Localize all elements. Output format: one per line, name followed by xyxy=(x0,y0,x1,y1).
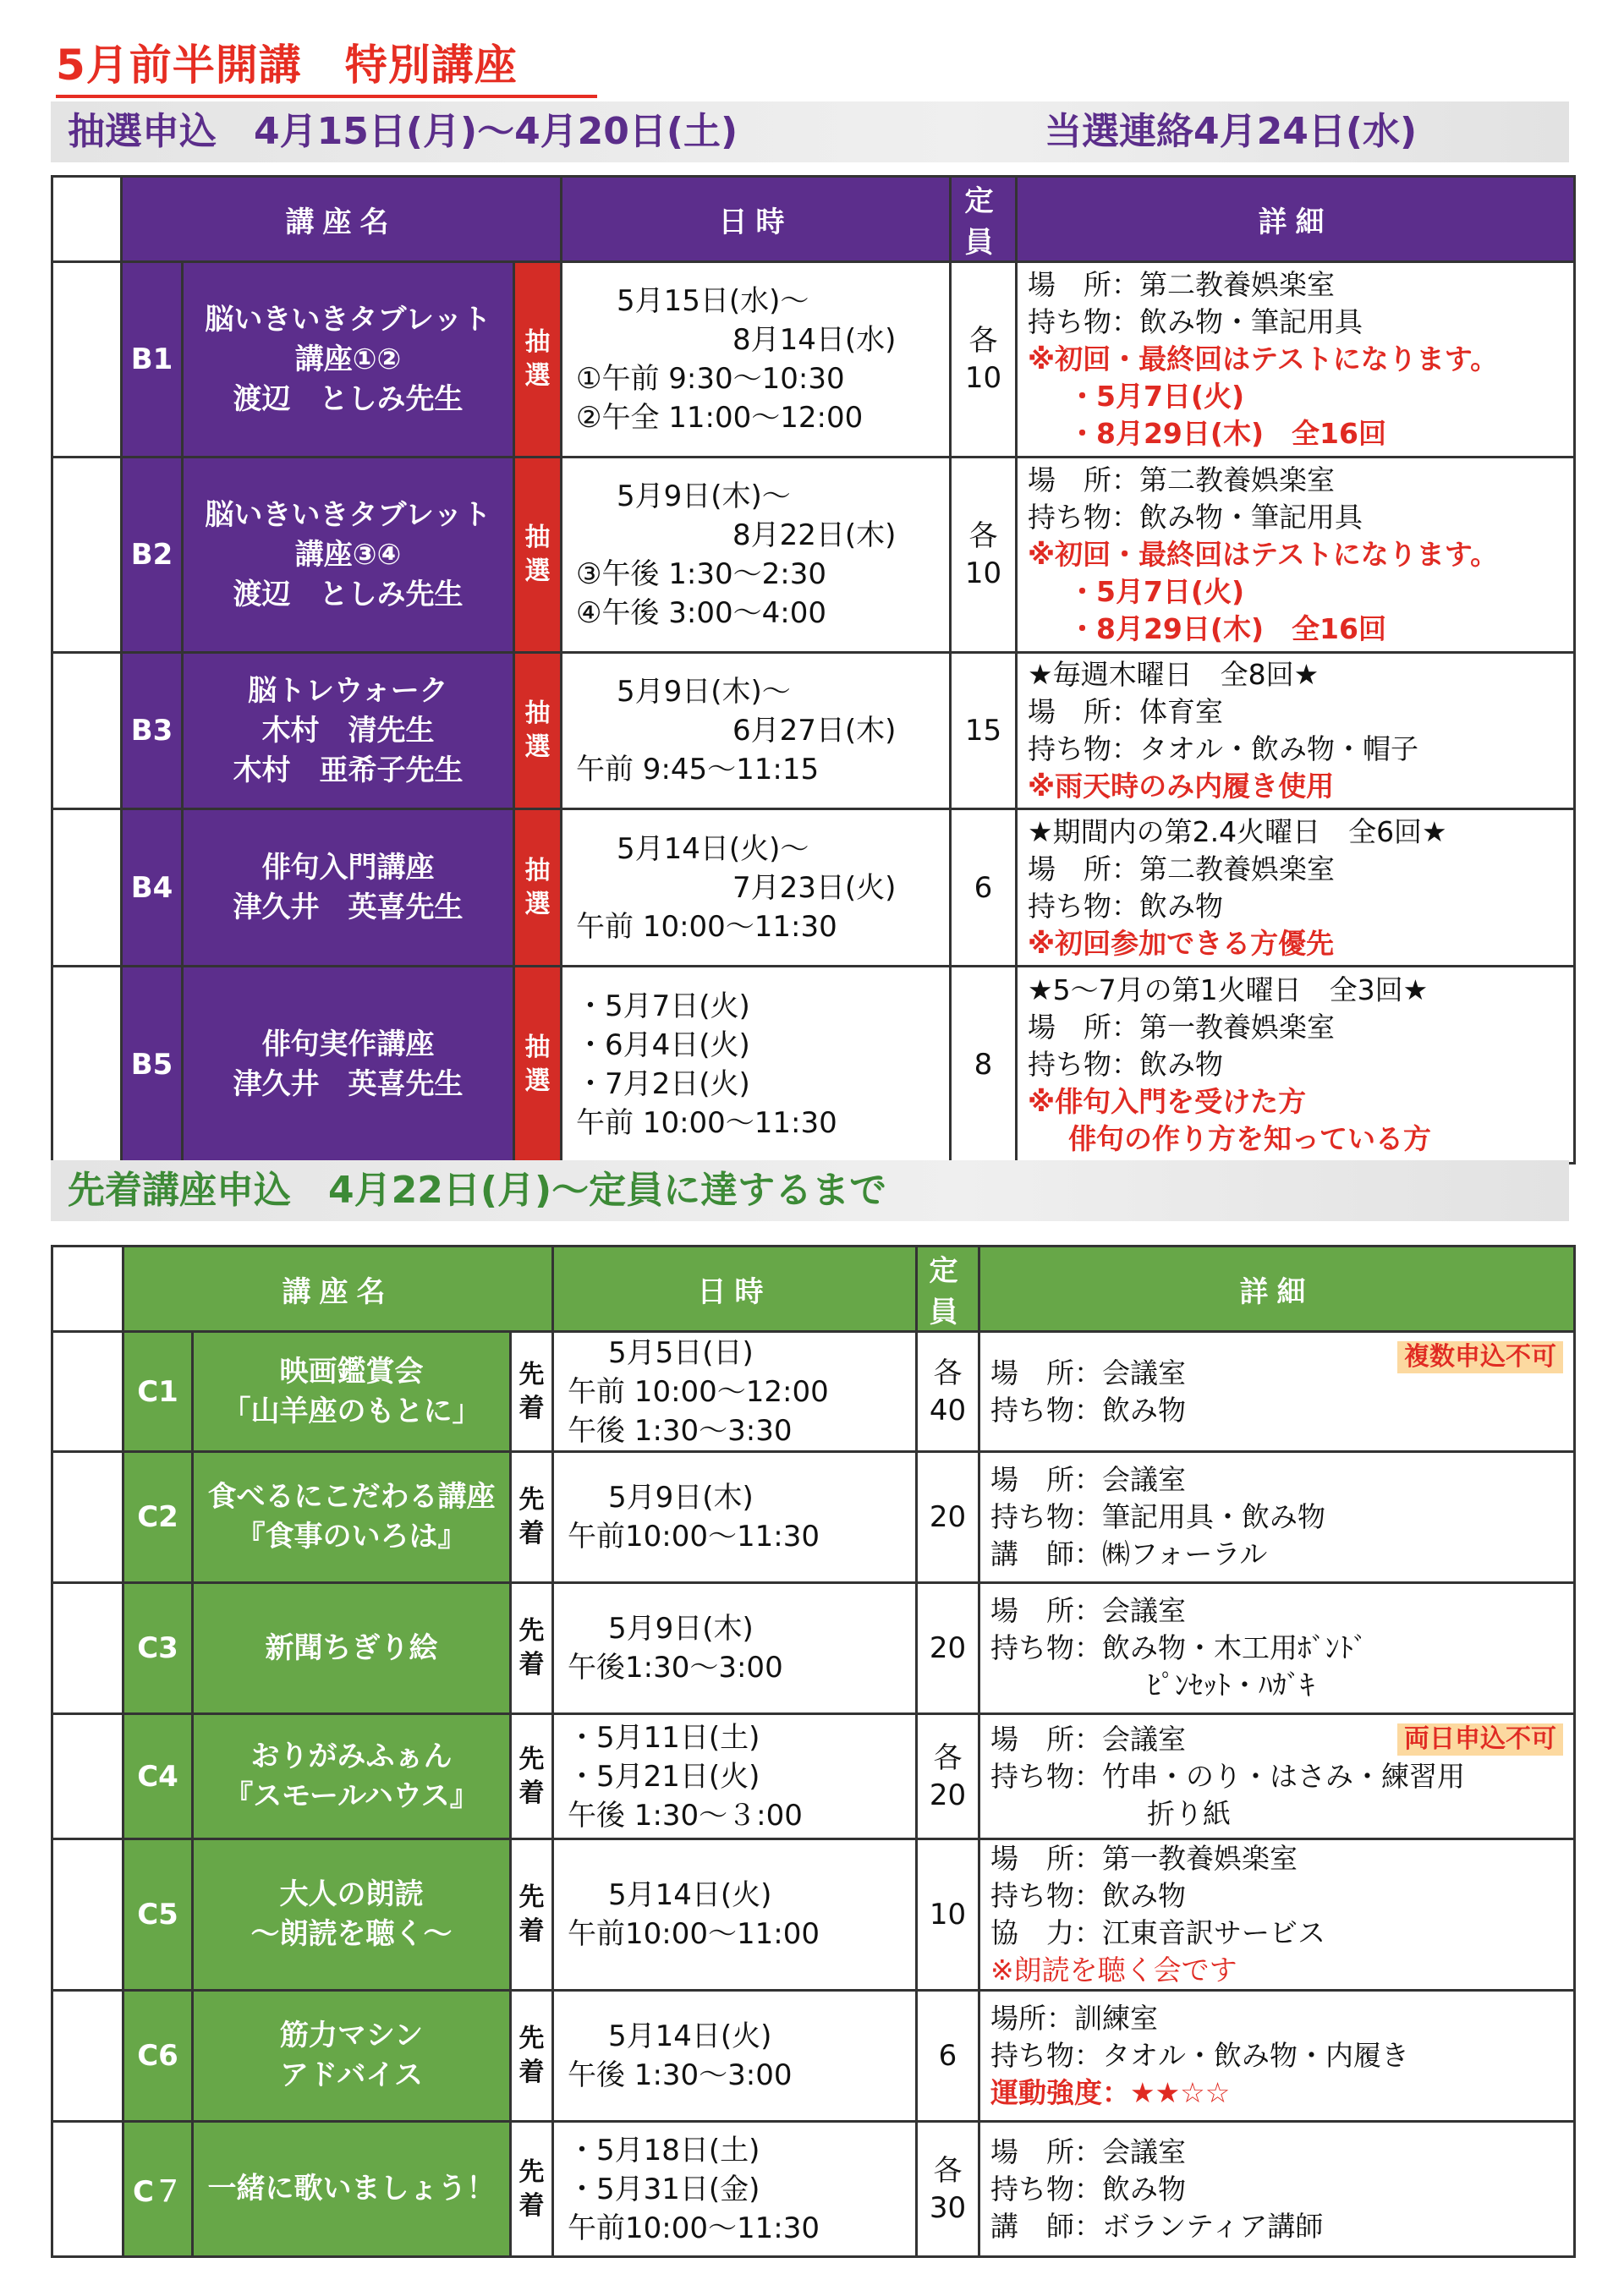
selection-type xyxy=(511,1452,553,1583)
detail-line: 持ち物：竹串・のり・はさみ・練習用 xyxy=(990,1759,1465,1793)
datetime-line: 5月9日(木) xyxy=(608,1612,754,1646)
table-row xyxy=(52,809,1575,967)
course-name xyxy=(193,1452,511,1583)
course-name-line: 『食事のいろは』 xyxy=(236,1520,467,1553)
course-code: C6 xyxy=(123,1991,193,2122)
course-name xyxy=(193,1991,511,2122)
name-header: 講座名 xyxy=(122,177,562,262)
datetime-line: ②午全 11:00～12:00 xyxy=(576,401,864,435)
datetime-line: 5月9日(木)～ xyxy=(617,675,791,709)
course-code: C5 xyxy=(123,1839,193,1991)
capacity-line: 各 xyxy=(968,519,998,553)
capacity-line: 30 xyxy=(929,2190,967,2225)
checkbox-cell[interactable] xyxy=(52,2122,123,2257)
checkbox-cell[interactable] xyxy=(52,967,122,1164)
course-code: C3 xyxy=(123,1583,193,1714)
selection-type xyxy=(511,1583,553,1714)
datetime-line: 午前10:00～11:30 xyxy=(568,1520,820,1553)
note-line: 運動強度：★★☆☆ xyxy=(990,2076,1231,2109)
detail-line: 持ち物：飲み物 xyxy=(990,1393,1186,1427)
course-code: C1 xyxy=(123,1332,193,1452)
detail-line: 場 所：会議室 xyxy=(990,1463,1186,1496)
page-title: 5月前半開講 特別講座 xyxy=(56,36,597,98)
selection-type-char: 選 xyxy=(524,1066,551,1096)
course-name-line: 木村 亜希子先生 xyxy=(233,753,464,787)
capacity-line: 各 xyxy=(933,1740,963,1775)
selection-type-char: 抽 xyxy=(524,699,551,728)
detail-line: 場 所：第二教養娯楽室 xyxy=(1028,463,1335,496)
course-name-line: 渡辺 としみ先生 xyxy=(233,381,464,416)
checkbox-cell[interactable] xyxy=(52,1332,123,1452)
datetime-line: 午前 10:00～11:30 xyxy=(576,909,837,944)
checkbox-cell[interactable] xyxy=(52,1991,123,2122)
note-line: 俳句の作り方を知っている方 xyxy=(1068,1122,1431,1155)
selection-type-char: 先 xyxy=(518,2024,545,2053)
capacity-header: 定員 xyxy=(951,177,1017,262)
course-name-line: 俳句入門講座 xyxy=(261,850,435,885)
lottery-course-table xyxy=(51,175,1576,1164)
datetime-line: ①午前 9:30～10:30 xyxy=(576,362,845,396)
course-name xyxy=(183,458,514,653)
capacity-line: 10 xyxy=(964,361,1002,395)
detail-line: 場所：訓練室 xyxy=(990,2002,1158,2035)
selection-type xyxy=(514,262,562,458)
course-capacity xyxy=(951,809,1017,967)
course-name-line: 新聞ちぎり絵 xyxy=(265,1630,438,1665)
capacity-line: 20 xyxy=(929,1631,967,1665)
selection-type xyxy=(514,967,562,1164)
course-datetime xyxy=(562,262,951,458)
course-name xyxy=(183,653,514,809)
table-row xyxy=(52,1839,1575,1991)
detail-line: 場 所：体育室 xyxy=(1028,695,1223,728)
selection-type-char: 着 xyxy=(518,1650,545,1680)
datetime-line: ・5月18日(土) xyxy=(568,2133,760,2167)
selection-type-char: 選 xyxy=(524,732,551,762)
detail-line: ★5～7月の第1火曜日 全3回★ xyxy=(1028,973,1429,1006)
note-line: ※朗読を聴く会です xyxy=(990,1954,1237,1986)
selection-type-char: 抽 xyxy=(524,327,551,357)
note-line: ※初回参加できる方優先 xyxy=(1028,926,1335,960)
course-detail xyxy=(1017,967,1575,1164)
table-row xyxy=(52,1332,1575,1452)
detail-line: ﾋﾟﾝｾｯﾄ・ﾊｶﾞｷ xyxy=(1147,1669,1314,1701)
datetime-line: 午後 1:30～3:00 xyxy=(568,2058,793,2092)
course-name xyxy=(193,1583,511,1714)
course-datetime xyxy=(553,1332,917,1452)
lottery-banner xyxy=(51,101,1569,162)
course-capacity xyxy=(917,2122,979,2257)
note-line: ・5月7日(火) xyxy=(1068,380,1245,413)
course-detail xyxy=(979,1332,1575,1452)
course-datetime xyxy=(562,653,951,809)
course-code: C７ xyxy=(123,2122,193,2257)
first-come-apply-period: 先着講座申込 4月22日(月)～定員に達するまで xyxy=(68,1169,887,1212)
course-name xyxy=(183,262,514,458)
course-capacity xyxy=(917,1839,979,1991)
check-header: ✓ xyxy=(52,1247,123,1332)
course-datetime xyxy=(562,967,951,1164)
detail-line: 持ち物：飲み物 xyxy=(990,2172,1186,2206)
course-datetime xyxy=(553,1583,917,1714)
datetime-line: 6月27日(木) xyxy=(732,714,897,748)
course-name-line: 『スモールハウス』 xyxy=(224,1778,479,1813)
course-capacity xyxy=(951,262,1017,458)
course-datetime xyxy=(553,1452,917,1583)
datetime-header: 日時 xyxy=(553,1247,917,1332)
selection-type-char: 着 xyxy=(518,1778,545,1808)
course-datetime xyxy=(553,1839,917,1991)
course-code: C4 xyxy=(123,1714,193,1839)
warning-badge: 両日申込不可 xyxy=(1397,1723,1563,1756)
course-detail xyxy=(979,1839,1575,1991)
detail-line: 場 所：会議室 xyxy=(990,1356,1186,1389)
note-line: ※初回・最終回はテストになります。 xyxy=(1028,342,1499,375)
course-capacity xyxy=(917,1714,979,1839)
course-capacity xyxy=(951,967,1017,1164)
course-detail xyxy=(1017,458,1575,653)
datetime-line: 5月5日(日) xyxy=(608,1335,754,1370)
datetime-line: 午後1:30～3:00 xyxy=(568,1651,783,1685)
table-row xyxy=(52,458,1575,653)
course-name-line: 脳いきいきタブレット xyxy=(205,497,491,532)
table-row xyxy=(52,653,1575,809)
capacity-line: 40 xyxy=(929,1393,967,1427)
course-detail xyxy=(1017,262,1575,458)
detail-line: 持ち物：飲み物 xyxy=(1028,1048,1223,1081)
course-code: C2 xyxy=(123,1452,193,1583)
course-capacity xyxy=(917,1583,979,1714)
checkbox-cell[interactable] xyxy=(52,809,122,967)
selection-type-char: 着 xyxy=(518,2058,545,2087)
course-capacity xyxy=(917,1332,979,1452)
course-name-line: アドバイス xyxy=(280,2058,423,2092)
table-row xyxy=(52,1714,1575,1839)
selection-type-char: 抽 xyxy=(524,855,551,885)
selection-type-char: 抽 xyxy=(524,523,551,552)
detail-line: 持ち物：飲み物・木工用ﾎﾞﾝﾄﾞ xyxy=(990,1631,1368,1664)
selection-type-char: 着 xyxy=(518,1393,545,1423)
capacity-line: 20 xyxy=(929,1778,967,1812)
course-datetime xyxy=(553,1714,917,1839)
datetime-line: ③午後 1:30～2:30 xyxy=(576,557,826,591)
detail-line: 持ち物：飲み物 xyxy=(990,1879,1186,1912)
datetime-line: 5月9日(木)～ xyxy=(617,479,791,513)
detail-line: 持ち物：タオル・飲み物・帽子 xyxy=(1028,732,1418,765)
lottery-notice: 当選連絡4月24日(水) xyxy=(1045,110,1418,153)
table-row xyxy=(52,1452,1575,1583)
course-detail xyxy=(979,1714,1575,1839)
note-line: ・5月7日(火) xyxy=(1068,575,1245,608)
datetime-line: 午前 9:45～11:15 xyxy=(576,753,820,786)
course-name-line: ～朗読を聴く～ xyxy=(250,1917,453,1951)
checkbox-cell[interactable] xyxy=(52,1452,123,1583)
datetime-line: 午前 10:00～12:00 xyxy=(568,1374,829,1409)
course-detail xyxy=(979,1583,1575,1714)
selection-type-char: 先 xyxy=(518,1485,545,1515)
selection-type-char: 選 xyxy=(524,556,551,586)
course-name-line: 大人の朗読 xyxy=(279,1877,424,1911)
capacity-line: 6 xyxy=(938,2039,957,2073)
datetime-line: 8月22日(木) xyxy=(732,518,897,552)
selection-type xyxy=(511,1991,553,2122)
selection-type-char: 抽 xyxy=(524,1033,551,1062)
course-datetime xyxy=(553,1991,917,2122)
datetime-line: 午後 1:30～３:00 xyxy=(568,1798,803,1833)
capacity-line: 10 xyxy=(964,556,1002,590)
capacity-line: 6 xyxy=(974,870,993,905)
detail-line: 講 師：ボランティア講師 xyxy=(990,2209,1324,2243)
detail-line: ★期間内の第2.4火曜日 全6回★ xyxy=(1028,814,1447,848)
course-detail xyxy=(1017,653,1575,809)
datetime-line: ④午後 3:00～4:00 xyxy=(576,596,826,630)
capacity-line: 8 xyxy=(974,1048,993,1082)
checkbox-cell[interactable] xyxy=(52,262,122,458)
detail-line: 持ち物：筆記用具・飲み物 xyxy=(990,1500,1325,1533)
selection-type-char: 先 xyxy=(518,1882,545,1912)
detail-line: 場 所：第一教養娯楽室 xyxy=(990,1842,1298,1875)
note-line: ※初回・最終回はテストになります。 xyxy=(1028,538,1499,571)
selection-type-char: 着 xyxy=(518,1916,545,1946)
checkbox-cell[interactable] xyxy=(52,1583,123,1714)
table-row xyxy=(52,262,1575,458)
table-row xyxy=(52,1583,1575,1714)
detail-line: 場 所：第一教養娯楽室 xyxy=(1028,1011,1335,1044)
detail-line: 持ち物：飲み物 xyxy=(1028,889,1223,923)
datetime-line: 5月15日(水)～ xyxy=(617,284,809,318)
course-name-line: 映画鑑賞会 xyxy=(279,1354,424,1389)
course-name-line: 渡辺 としみ先生 xyxy=(233,577,464,611)
course-name-line: 講座①② xyxy=(294,342,402,376)
detail-line: 持ち物：タオル・飲み物・内履き xyxy=(990,2039,1409,2072)
datetime-line: 5月14日(火) xyxy=(608,2019,772,2053)
detail-line: 場 所：会議室 xyxy=(990,2134,1186,2168)
course-capacity xyxy=(951,653,1017,809)
capacity-line: 各 xyxy=(933,1356,963,1390)
course-name-line: 脳いきいきタブレット xyxy=(205,302,491,337)
course-name-line: 津久井 英喜先生 xyxy=(233,1067,464,1101)
detail-line: ★毎週木曜日 全8回★ xyxy=(1028,658,1320,691)
selection-type xyxy=(511,1714,553,1839)
table-row xyxy=(52,1991,1575,2122)
name-header: 講座名 xyxy=(123,1247,553,1332)
datetime-header: 日時 xyxy=(562,177,951,262)
selection-type-char: 先 xyxy=(518,1616,545,1646)
capacity-header: 定員 xyxy=(917,1247,979,1332)
detail-header: 詳細 xyxy=(979,1247,1575,1332)
course-code: B1 xyxy=(122,262,183,458)
datetime-line: 5月9日(木) xyxy=(608,1481,754,1515)
detail-line: 場 所：第二教養娯楽室 xyxy=(1028,852,1335,885)
course-code: B3 xyxy=(122,653,183,809)
course-name-line: 俳句実作講座 xyxy=(261,1027,435,1061)
selection-type-char: 着 xyxy=(518,1519,545,1548)
course-capacity xyxy=(917,1991,979,2122)
datetime-line: ・6月4日(火) xyxy=(576,1028,750,1062)
first-come-banner xyxy=(51,1160,1569,1221)
course-name-line: 脳トレウォーク xyxy=(248,673,448,708)
course-name xyxy=(183,809,514,967)
course-name xyxy=(183,967,514,1164)
course-name-line: 木村 清先生 xyxy=(261,713,435,748)
checkbox-cell[interactable] xyxy=(52,653,122,809)
detail-line: 協 力：江東音訳サービス xyxy=(990,1916,1325,1949)
datetime-line: ・5月21日(火) xyxy=(568,1759,760,1794)
course-datetime xyxy=(562,458,951,653)
datetime-line: 午前 10:00～11:30 xyxy=(576,1106,837,1140)
capacity-line: 10 xyxy=(929,1898,967,1932)
course-detail xyxy=(979,1991,1575,2122)
course-detail xyxy=(979,1452,1575,1583)
selection-type-char: 選 xyxy=(524,361,551,391)
note-line: ・8月29日(木) 全16回 xyxy=(1068,417,1386,450)
course-detail xyxy=(1017,809,1575,967)
course-detail xyxy=(979,2122,1575,2257)
capacity-line: 各 xyxy=(968,324,998,358)
detail-line: 持ち物：飲み物・筆記用具 xyxy=(1028,501,1363,534)
selection-type-char: 着 xyxy=(518,2190,545,2221)
datetime-line: 午後 1:30～3:30 xyxy=(568,1413,793,1448)
course-name-line: 津久井 英喜先生 xyxy=(233,890,464,924)
course-name-line: おりがみふぁん xyxy=(250,1739,453,1773)
course-code: B2 xyxy=(122,458,183,653)
warning-badge: 複数申込不可 xyxy=(1397,1341,1563,1373)
detail-line: 折り紙 xyxy=(1147,1796,1231,1830)
datetime-line: ・7月2日(火) xyxy=(576,1067,750,1101)
datetime-line: 8月14日(水) xyxy=(732,323,897,357)
datetime-line: 午前10:00～11:30 xyxy=(568,2211,820,2245)
capacity-line: 各 xyxy=(933,2153,963,2188)
course-name-line: 一緒に歌いましょう！ xyxy=(207,2172,496,2206)
detail-line: 場 所：会議室 xyxy=(990,1722,1186,1756)
capacity-line: 15 xyxy=(964,714,1002,748)
selection-type-char: 先 xyxy=(518,1359,545,1389)
selection-type xyxy=(514,458,562,653)
datetime-line: ・5月7日(火) xyxy=(576,989,750,1023)
course-name-line: 食べるにこだわる講座 xyxy=(207,1480,496,1514)
datetime-line: 7月23日(火) xyxy=(732,870,897,905)
table-row xyxy=(52,967,1575,1164)
note-line: ※俳句入門を受けた方 xyxy=(1028,1085,1307,1118)
detail-line: 場 所：会議室 xyxy=(990,1594,1186,1627)
course-name-line: 講座③④ xyxy=(294,537,402,572)
selection-type xyxy=(514,809,562,967)
datetime-line: 5月14日(火) xyxy=(608,1878,772,1912)
selection-type xyxy=(511,1332,553,1452)
capacity-line: 20 xyxy=(929,1500,967,1534)
datetime-line: ・5月31日(金) xyxy=(568,2172,760,2206)
detail-line: 場 所：第二教養娯楽室 xyxy=(1028,268,1335,301)
datetime-line: 5月14日(火)～ xyxy=(617,831,809,866)
table-row xyxy=(52,2122,1575,2257)
course-name xyxy=(193,1714,511,1839)
course-name xyxy=(193,2122,511,2257)
note-line: ・8月29日(木) 全16回 xyxy=(1068,612,1386,645)
note-line: ※雨天時のみ内履き使用 xyxy=(1028,770,1335,803)
checkbox-cell[interactable] xyxy=(52,458,122,653)
course-code: B5 xyxy=(122,967,183,1164)
course-datetime xyxy=(562,809,951,967)
course-datetime xyxy=(553,2122,917,2257)
course-name xyxy=(193,1332,511,1452)
course-name-line: 「山羊座のもとに」 xyxy=(222,1394,481,1428)
course-code: B4 xyxy=(122,809,183,967)
datetime-line: ・5月11日(土) xyxy=(568,1720,760,1755)
check-header: ✓ xyxy=(52,177,122,262)
detail-line: 持ち物：飲み物・筆記用具 xyxy=(1028,305,1363,338)
lottery-apply-period: 抽選申込 4月15日(月)～4月20日(土) xyxy=(68,110,738,153)
detail-header: 詳細 xyxy=(1017,177,1575,262)
course-name xyxy=(193,1839,511,1991)
selection-type-char: 先 xyxy=(518,1744,545,1774)
checkbox-cell[interactable] xyxy=(52,1839,123,1991)
datetime-line: 午前10:00～11:00 xyxy=(568,1917,820,1951)
first-come-course-table xyxy=(51,1245,1576,2258)
selection-type xyxy=(511,1839,553,1991)
selection-type-char: 選 xyxy=(524,889,551,919)
course-capacity xyxy=(951,458,1017,653)
selection-type xyxy=(511,2122,553,2257)
checkbox-cell[interactable] xyxy=(52,1714,123,1839)
selection-type xyxy=(514,653,562,809)
selection-type-char: 先 xyxy=(518,2156,545,2187)
course-capacity xyxy=(917,1452,979,1583)
detail-line: 講 師：㈱フォーラル xyxy=(990,1537,1268,1570)
course-name-line: 筋力マシン xyxy=(279,2019,424,2052)
